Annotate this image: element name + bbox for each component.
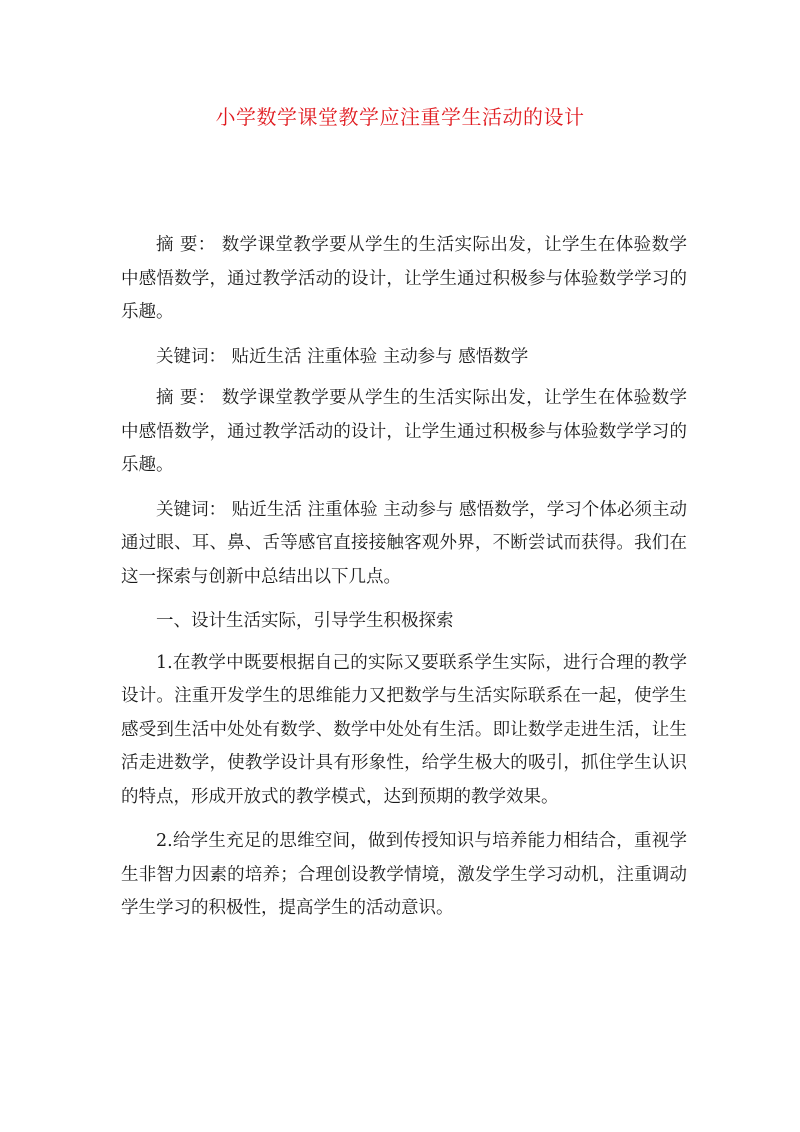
body-paragraph-1: 1.在教学中既要根据自己的实际又要联系学生实际，进行合理的教学设计。注重开发学生的思维能力又把数学与生活实际联系在一起，使学生感受到生活中处处有数学、数学中处处有生活。即让数学走进生活，让生活走进数学，使教学设计具有形象性，给学生极大的吸引，抓住学生认识的特点，形成开放式的教学模式，达到预期的教学效果。 <box>121 652 687 807</box>
document-title: 小学数学课堂教学应注重学生活动的设计 <box>215 105 585 129</box>
keywords-paragraph: 关键词： 贴近生活 注重体验 主动参与 感悟数学 <box>156 346 529 367</box>
keywords-intro-paragraph: 关键词： 贴近生活 注重体验 主动参与 感悟数学，学习个体必须主动通过眼、耳、鼻、舌等感官直接接触客观外界，不断尝试而获得。我们在这一探索与创新中总结出以下几点。 <box>121 499 687 587</box>
body-paragraph-2: 2.给学生充足的思维空间，做到传授知识与培养能力相结合，重视学生非智力因素的培养；合理创设教学情境，激发学生学习动机，注重调动学生学习的积极性，提高学生的活动意识。 <box>121 831 687 918</box>
abstract-paragraph: 摘 要： 数学课堂教学要从学生的生活实际出发，让学生在体验数学中感悟数学，通过教学活动的设计，让学生通过积极参与体验数学学习的乐趣。 <box>121 235 687 322</box>
document-body <box>121 229 687 937</box>
section-heading: 一、设计生活实际，引导学生积极探索 <box>156 611 454 631</box>
abstract-paragraph-repeat: 摘 要： 数学课堂教学要从学生的生活实际出发，让学生在体验数学中感悟数学，通过教学活动的设计，让学生通过积极参与体验数学学习的乐趣。 <box>121 388 687 475</box>
